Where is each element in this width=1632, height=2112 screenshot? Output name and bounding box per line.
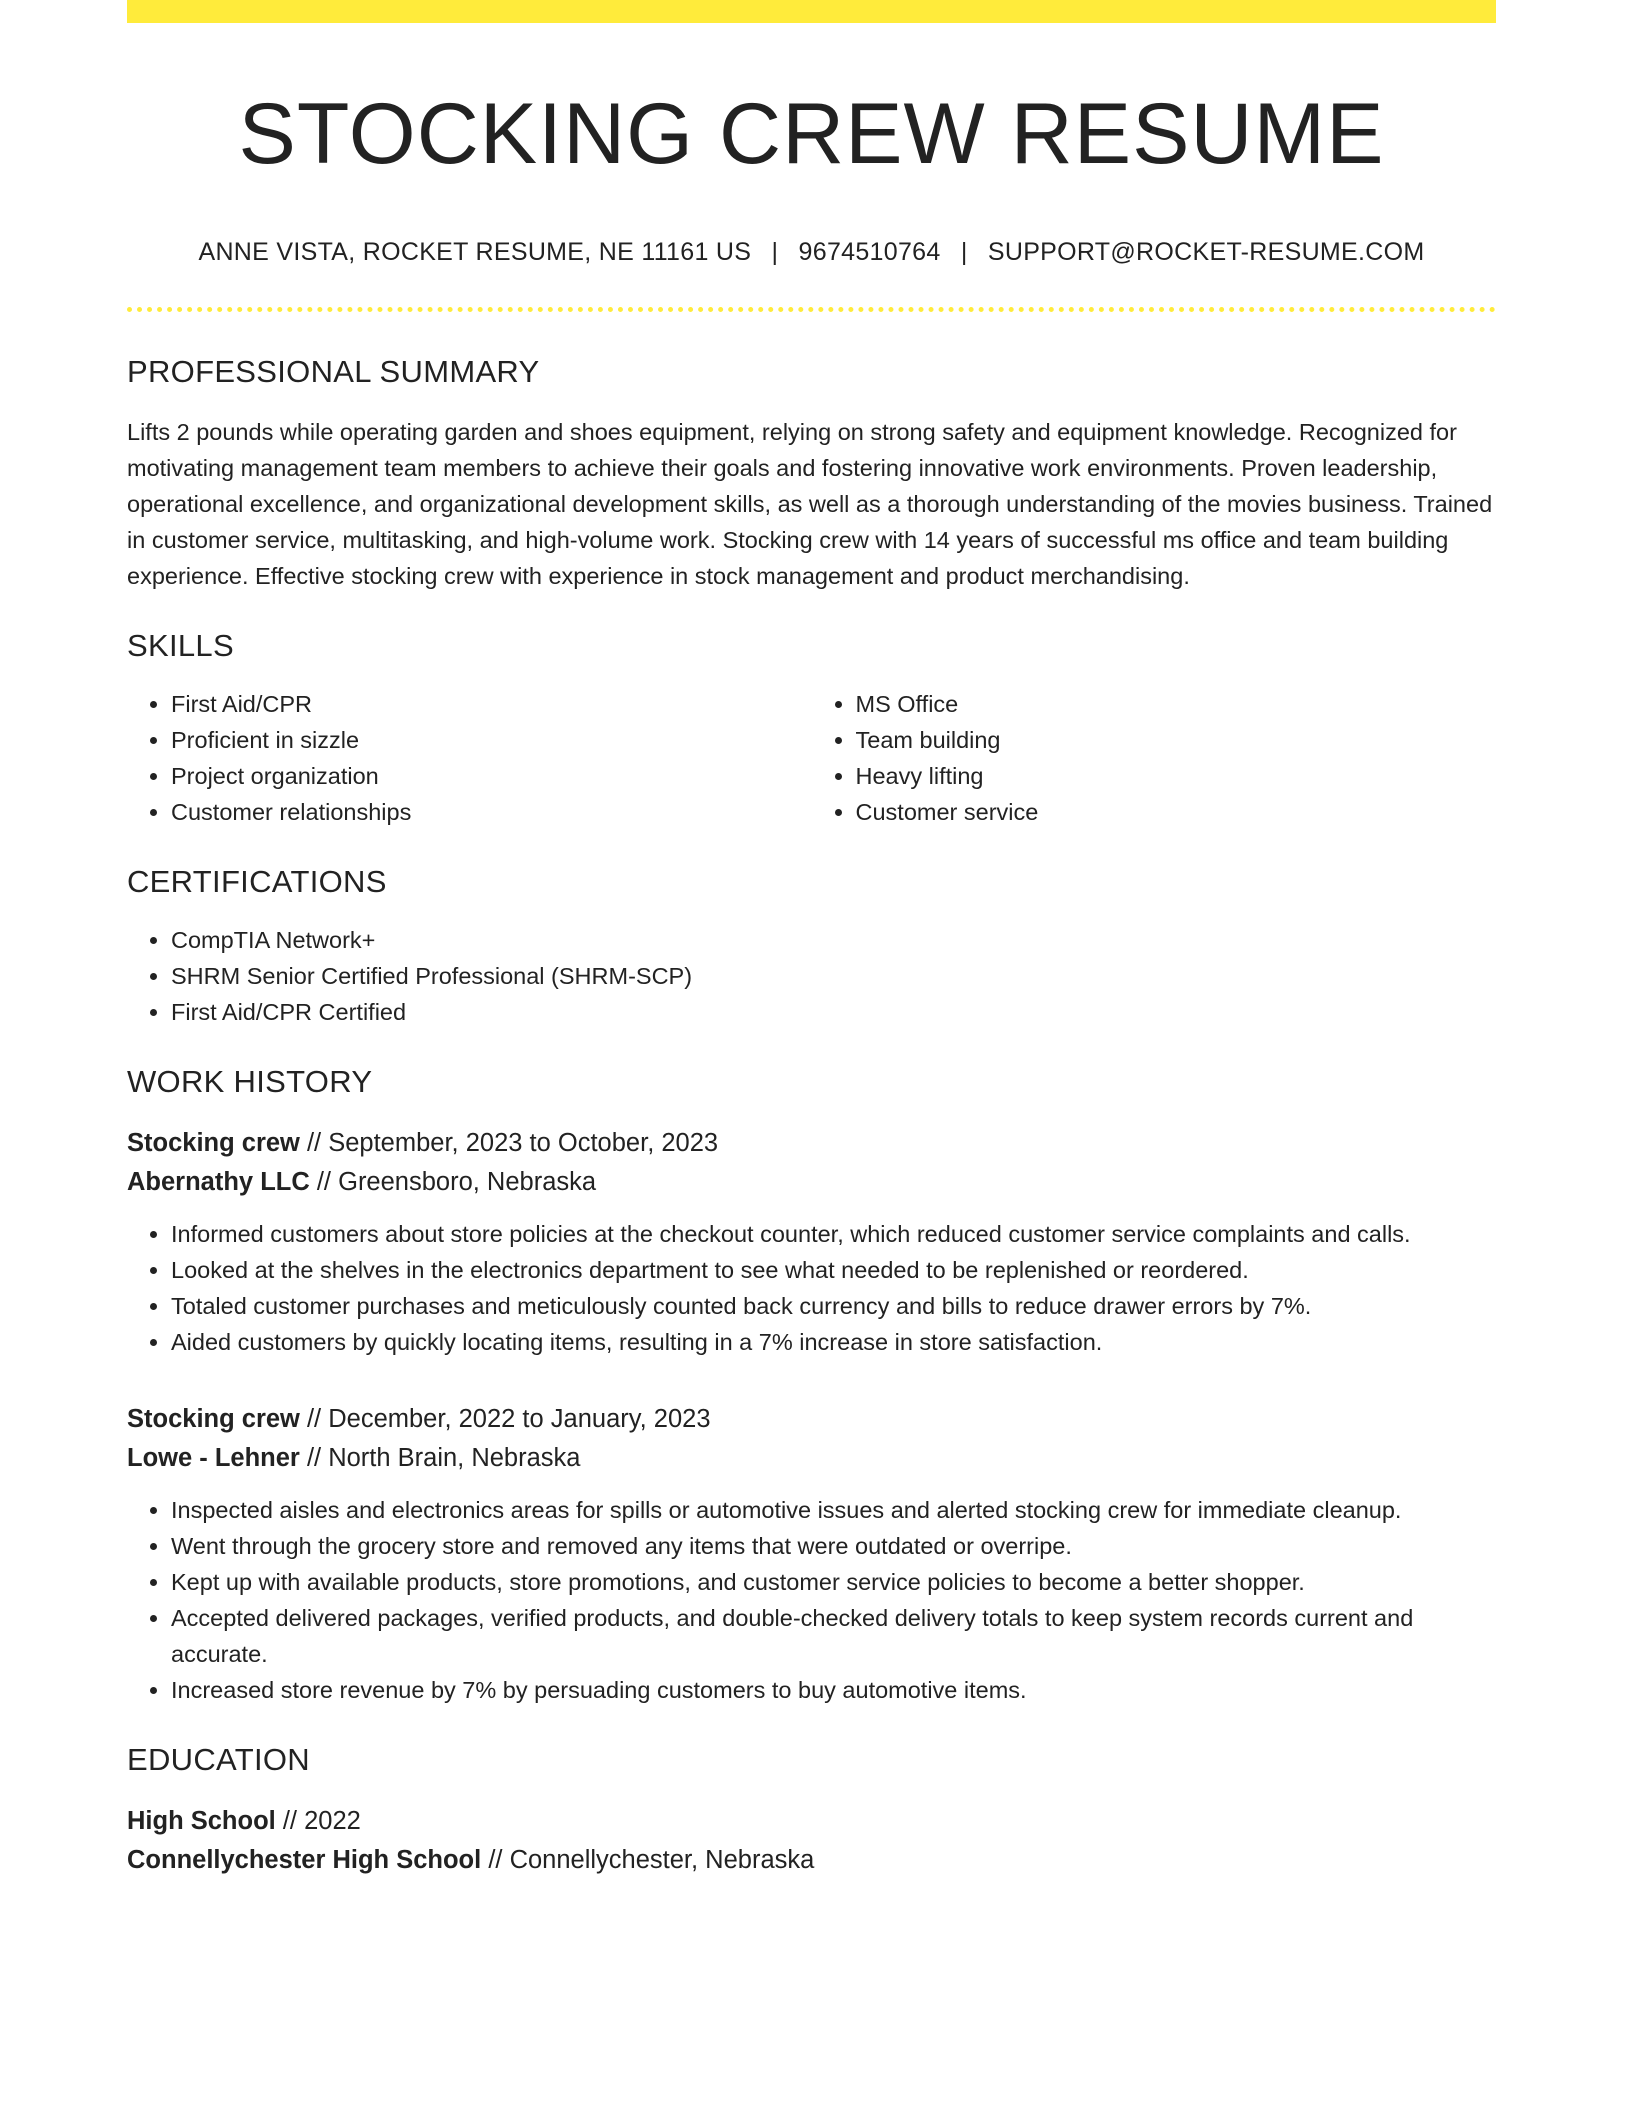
job-bullet: • Went through the grocery store and removed any items that were outdated or overripe. xyxy=(171,1528,1496,1564)
summary-heading: PROFESSIONAL SUMMARY xyxy=(127,354,540,390)
skills-heading: SKILLS xyxy=(127,628,234,664)
skill-item: • Customer service xyxy=(856,794,1497,830)
resume-page xyxy=(127,0,1496,1880)
contact-email: SUPPORT@ROCKET-RESUME.COM xyxy=(987,238,1425,267)
job-role: Stocking crew xyxy=(127,1405,300,1434)
job-dates: // December, 2022 to January, 2023 xyxy=(299,1405,711,1434)
education-heading: EDUCATION xyxy=(127,1742,310,1778)
skill-item: • MS Office xyxy=(856,686,1497,722)
job-bullets xyxy=(127,1492,1496,1708)
education-location: // Connellychester, Nebraska xyxy=(481,1846,815,1875)
contact-separator: | xyxy=(771,238,779,267)
certifications-list xyxy=(127,922,1496,1030)
education-school: Connellychester High School xyxy=(127,1846,482,1875)
job-bullet: • Looked at the shelves in the electronics department to see what needed to be replenished or reordered. xyxy=(171,1252,1496,1288)
certifications-heading: CERTIFICATIONS xyxy=(127,864,387,900)
resume-title: STOCKING CREW RESUME xyxy=(238,86,1385,182)
certification-item: • First Aid/CPR Certified xyxy=(171,994,1496,1030)
job-bullet: • Informed customers about store policies at the checkout counter, which reduced customer service complaints and calls. xyxy=(171,1216,1496,1252)
education-degree-line xyxy=(127,1802,1496,1841)
job-company-line xyxy=(127,1163,1496,1202)
job-header xyxy=(127,1124,1496,1202)
job-bullet: • Totaled customer purchases and meticulously counted back currency and bills to reduce drawer errors by 7%. xyxy=(171,1288,1496,1324)
job-bullet: • Kept up with available products, store promotions, and customer service policies to become a better shopper. xyxy=(171,1564,1496,1600)
job-bullets xyxy=(127,1216,1496,1360)
contact-line xyxy=(127,238,1496,267)
contact-address: ANNE VISTA, ROCKET RESUME, NE 11161 US xyxy=(198,238,752,267)
skill-item: • Team building xyxy=(856,722,1497,758)
job-location: // North Brain, Nebraska xyxy=(299,1444,581,1473)
job-role-line xyxy=(127,1124,1496,1163)
education-year: // 2022 xyxy=(275,1807,361,1836)
skills-list-right xyxy=(812,686,1497,830)
job-dates: // September, 2023 to October, 2023 xyxy=(299,1129,719,1158)
job-bullet: • Increased store revenue by 7% by persuading customers to buy automotive items. xyxy=(171,1672,1496,1708)
job-company: Lowe - Lehner xyxy=(127,1444,300,1473)
skills-grid xyxy=(127,664,1496,830)
certification-item: • CompTIA Network+ xyxy=(171,922,1496,958)
summary-text: Lifts 2 pounds while operating garden and shoes equipment, relying on strong safety and equipment knowledge. Recognized for motivating management team members to achieve their goals and fostering innovative work environments. Proven leadership, operational excellence, and organizational development skills, as well as a thorough understanding of the movies business. Trained in customer service, multitasking, and high-volume work. Stocking crew with 14 years of successful ms office and team building experience. Effective stocking crew with experience in stock management and product merchandising. xyxy=(127,419,1493,590)
education-degree: High School xyxy=(127,1807,276,1836)
education-school-line xyxy=(127,1841,1496,1880)
dotted-divider xyxy=(127,307,1496,312)
contact-phone: 9674510764 xyxy=(798,238,941,267)
education-entry xyxy=(127,1802,1496,1880)
job-bullet: • Accepted delivered packages, verified products, and double-checked delivery totals to keep system records current and accurate. xyxy=(171,1600,1496,1672)
job-role: Stocking crew xyxy=(127,1129,300,1158)
job-role-line xyxy=(127,1400,1496,1439)
job-location: // Greensboro, Nebraska xyxy=(309,1168,597,1197)
skill-item: • Heavy lifting xyxy=(856,758,1497,794)
skill-item: • Proficient in sizzle xyxy=(171,722,812,758)
skill-item: • Customer relationships xyxy=(171,794,812,830)
accent-top-bar xyxy=(127,0,1496,23)
job-bullet: • Aided customers by quickly locating items, resulting in a 7% increase in store satisfaction. xyxy=(171,1324,1496,1360)
skill-item: • Project organization xyxy=(171,758,812,794)
contact-separator: | xyxy=(960,238,968,267)
work-history-heading: WORK HISTORY xyxy=(127,1064,373,1100)
job-company: Abernathy LLC xyxy=(127,1168,310,1197)
skills-list-left xyxy=(127,686,812,830)
certification-item: • SHRM Senior Certified Professional (SHRM-SCP) xyxy=(171,958,1496,994)
job-company-line xyxy=(127,1439,1496,1478)
job-bullet: • Inspected aisles and electronics areas for spills or automotive issues and alerted stocking crew for immediate cleanup. xyxy=(171,1492,1496,1528)
skill-item: • First Aid/CPR xyxy=(171,686,812,722)
job-header xyxy=(127,1400,1496,1478)
